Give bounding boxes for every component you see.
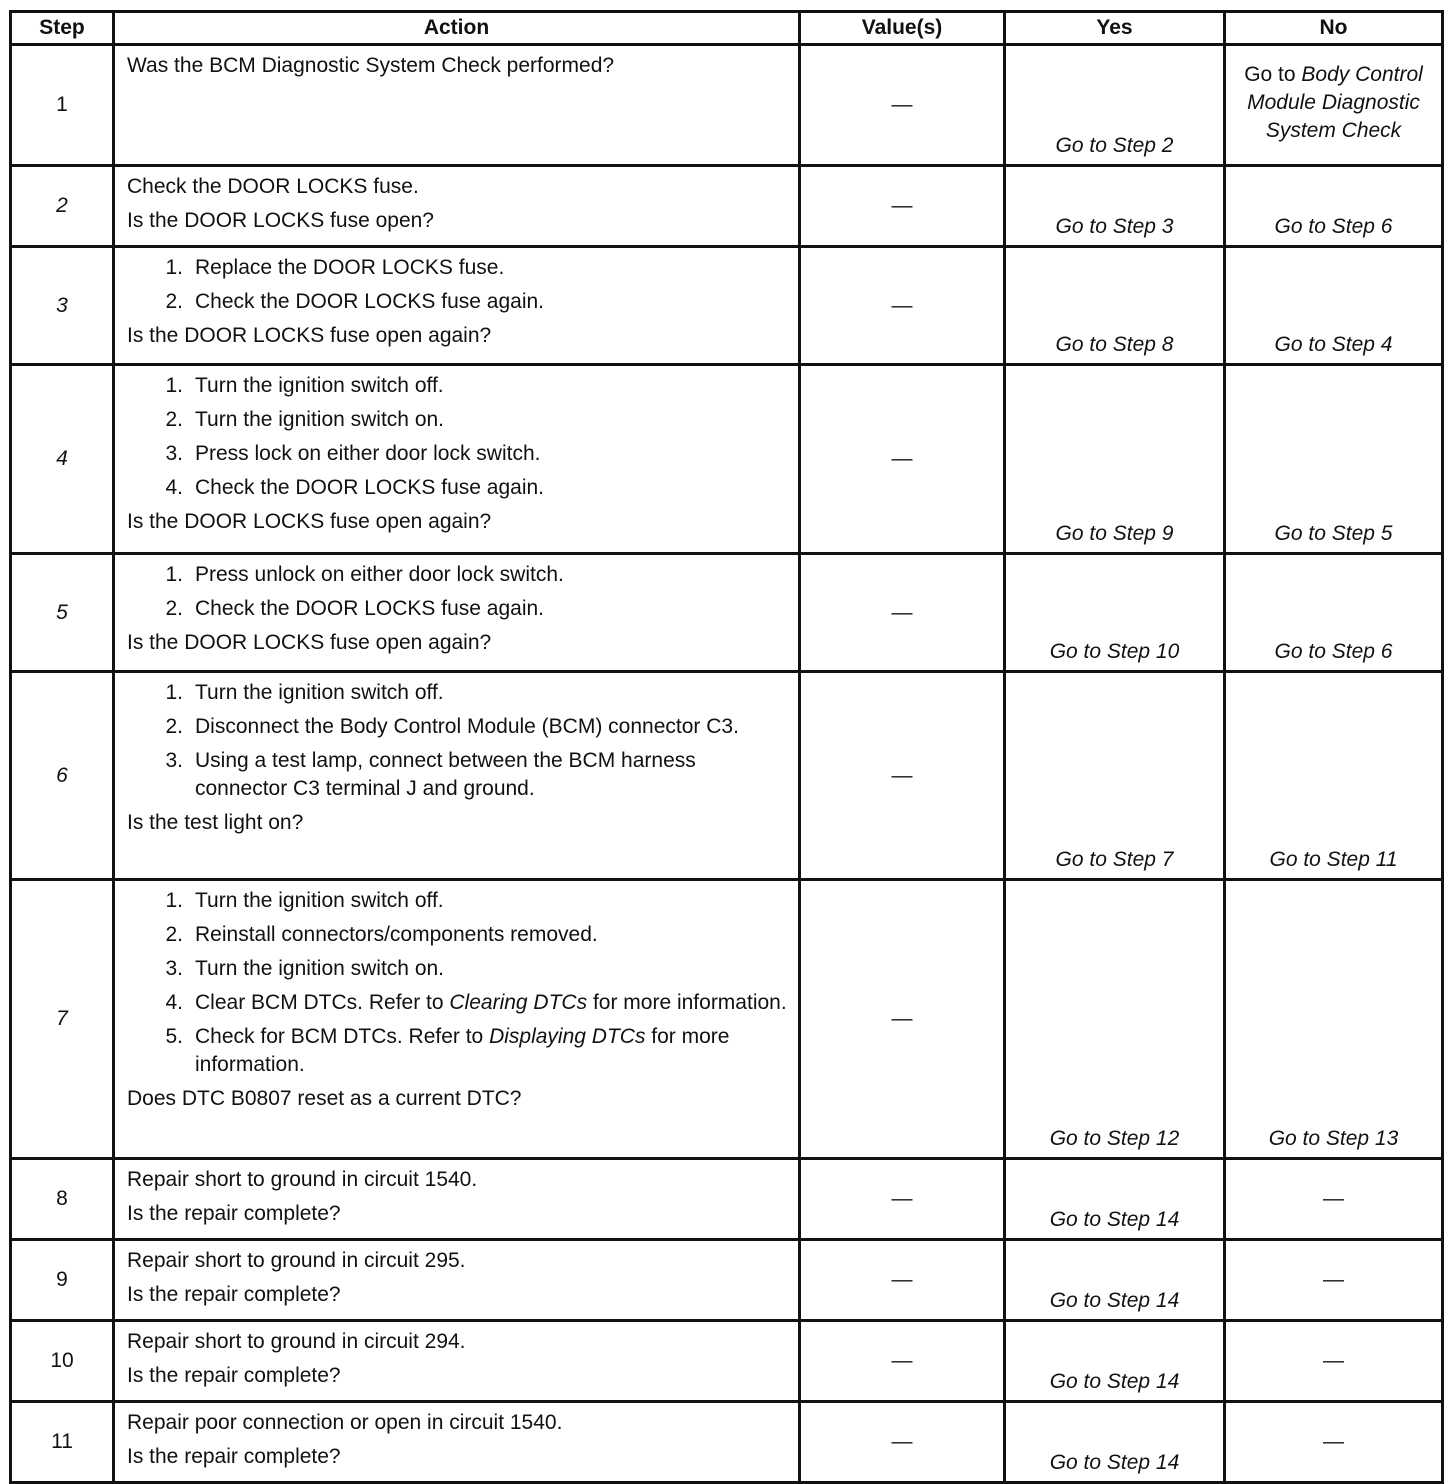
table-row — [11, 247, 1443, 365]
yes-link[interactable]: Go to Step 14 — [1005, 1240, 1225, 1321]
question-text: Is the repair complete? — [127, 1445, 341, 1468]
list-item: 5. Check for BCM DTCs. Refer to Displaying DTCs for more information. — [165, 1025, 730, 1076]
action-cell — [114, 45, 800, 166]
displaying-dtcs-reference: Displaying DTCs — [489, 1025, 646, 1048]
value-cell — [800, 880, 1005, 1159]
header-step: Step — [11, 12, 114, 45]
value-cell — [800, 1402, 1005, 1483]
question-text: Is the DOOR LOCKS fuse open again? — [127, 631, 492, 654]
question-text: Is the DOOR LOCKS fuse open? — [127, 209, 434, 232]
list-item: 2. Check the DOOR LOCKS fuse again. — [165, 290, 544, 313]
action-line: Check the DOOR LOCKS fuse. — [127, 175, 419, 198]
header-row — [11, 12, 1443, 45]
table-row — [11, 1159, 1443, 1240]
table-row — [11, 672, 1443, 880]
list-item: 1. Replace the DOOR LOCKS fuse. — [165, 256, 505, 279]
action-list — [127, 372, 788, 502]
table-row — [11, 166, 1443, 247]
action-list — [127, 254, 788, 316]
step-number: 2 — [11, 166, 114, 247]
yes-link[interactable]: Go to Step 14 — [1005, 1321, 1225, 1402]
yes-link[interactable]: Go to Step 2 — [1005, 45, 1225, 166]
dash: — — [891, 600, 913, 624]
dash: — — [1323, 1187, 1344, 1210]
value-cell — [800, 1321, 1005, 1402]
list-item: 1. Turn the ignition switch off. — [165, 889, 444, 912]
action-cell — [114, 247, 800, 365]
step-number: 9 — [11, 1240, 114, 1321]
no-link[interactable]: Go to Step 4 — [1225, 247, 1443, 365]
question-text: Is the test light on? — [127, 811, 304, 834]
list-item: 2. Disconnect the Body Control Module (BCM) connector C3. — [165, 715, 739, 738]
dash: — — [891, 1430, 913, 1453]
header-action: Action — [114, 12, 800, 45]
header-yes: Yes — [1005, 12, 1225, 45]
no-prefix: Go to — [1244, 63, 1296, 86]
value-cell — [800, 672, 1005, 880]
step-number: 1 — [11, 45, 114, 166]
action-list — [127, 679, 788, 803]
list-item: 1. Turn the ignition switch off. — [165, 374, 444, 397]
yes-link[interactable]: Go to Step 14 — [1005, 1159, 1225, 1240]
action-cell — [114, 166, 800, 247]
question-text: Is the repair complete? — [127, 1364, 341, 1387]
action-line: Repair short to ground in circuit 1540. — [127, 1168, 478, 1191]
dash: — — [891, 1349, 913, 1372]
step-number: 4 — [11, 365, 114, 554]
value-cell — [800, 166, 1005, 247]
action-cell — [114, 1240, 800, 1321]
no-link[interactable]: Go to Step 11 — [1225, 672, 1443, 880]
list-item: 2. Check the DOOR LOCKS fuse again. — [165, 597, 544, 620]
no-link[interactable] — [1225, 45, 1443, 166]
question-text: Is the DOOR LOCKS fuse open again? — [127, 324, 492, 347]
no-link[interactable]: Go to Step 5 — [1225, 365, 1443, 554]
dash: — — [1323, 1349, 1344, 1372]
question-text: Does DTC B0807 reset as a current DTC? — [127, 1087, 522, 1110]
no-reference: Body Control Module Diagnostic System Check — [1247, 63, 1423, 142]
diagnostic-table — [9, 10, 1444, 1484]
no-cell — [1225, 1159, 1443, 1240]
action-line: Repair poor connection or open in circuit 1540. — [127, 1411, 563, 1434]
yes-link[interactable]: Go to Step 14 — [1005, 1402, 1225, 1483]
no-link[interactable]: Go to Step 6 — [1225, 166, 1443, 247]
clearing-dtcs-reference: Clearing DTCs — [449, 991, 588, 1014]
table-row — [11, 45, 1443, 166]
action-cell — [114, 1159, 800, 1240]
action-list — [127, 561, 788, 623]
list-item: 3. Using a test lamp, connect between the BCM harness connector C3 terminal J and ground. — [165, 749, 696, 800]
dash: — — [891, 1187, 913, 1210]
action-line: Repair short to ground in circuit 295. — [127, 1249, 466, 1272]
yes-link[interactable]: Go to Step 12 — [1005, 880, 1225, 1159]
yes-link[interactable]: Go to Step 7 — [1005, 672, 1225, 880]
no-link[interactable]: Go to Step 6 — [1225, 554, 1443, 672]
list-item: 4. Clear BCM DTCs. Refer to Clearing DTCs for more information. — [165, 991, 787, 1014]
dash: — — [891, 1268, 913, 1291]
dash: — — [891, 93, 913, 116]
list-item: 3. Press lock on either door lock switch. — [165, 442, 541, 465]
list-item: 2. Turn the ignition switch on. — [165, 408, 445, 431]
yes-link[interactable]: Go to Step 8 — [1005, 247, 1225, 365]
table-row — [11, 365, 1443, 554]
yes-link[interactable]: Go to Step 9 — [1005, 365, 1225, 554]
table-row — [11, 1240, 1443, 1321]
dash: — — [891, 293, 913, 317]
value-cell — [800, 1159, 1005, 1240]
action-cell — [114, 554, 800, 672]
step-number: 6 — [11, 672, 114, 880]
yes-link[interactable]: Go to Step 3 — [1005, 166, 1225, 247]
step-number: 8 — [11, 1159, 114, 1240]
table-row — [11, 1321, 1443, 1402]
no-cell — [1225, 1240, 1443, 1321]
action-cell — [114, 880, 800, 1159]
table-row — [11, 1402, 1443, 1483]
list-item: 4. Check the DOOR LOCKS fuse again. — [165, 476, 544, 499]
dash: — — [891, 194, 913, 217]
action-list — [127, 887, 788, 1079]
value-cell — [800, 365, 1005, 554]
action-cell — [114, 1321, 800, 1402]
list-item: 3. Turn the ignition switch on. — [165, 957, 445, 980]
list-item: 1. Turn the ignition switch off. — [165, 681, 444, 704]
dash: — — [891, 447, 913, 470]
action-line: Repair short to ground in circuit 294. — [127, 1330, 466, 1353]
header-value: Value(s) — [800, 12, 1005, 45]
dash: — — [891, 763, 913, 787]
step-number: 3 — [11, 247, 114, 365]
dash: — — [1323, 1268, 1344, 1291]
value-cell — [800, 1240, 1005, 1321]
table-row — [11, 880, 1443, 1159]
action-cell — [114, 365, 800, 554]
step-number: 7 — [11, 880, 114, 1159]
list-item: 1. Press unlock on either door lock switch. — [165, 563, 564, 586]
dash: — — [891, 1007, 913, 1030]
value-cell — [800, 554, 1005, 672]
action-cell — [114, 1402, 800, 1483]
question-text: Is the repair complete? — [127, 1202, 341, 1225]
header-no: No — [1225, 12, 1443, 45]
no-cell — [1225, 1402, 1443, 1483]
list-item: 2. Reinstall connectors/components removed. — [165, 923, 598, 946]
action-cell — [114, 672, 800, 880]
yes-link[interactable]: Go to Step 10 — [1005, 554, 1225, 672]
step-number: 11 — [11, 1402, 114, 1483]
dash: — — [1323, 1430, 1344, 1453]
question-text: Is the repair complete? — [127, 1283, 341, 1306]
step-number: 10 — [11, 1321, 114, 1402]
no-cell — [1225, 1321, 1443, 1402]
value-cell — [800, 247, 1005, 365]
question-text: Was the BCM Diagnostic System Check performed? — [127, 54, 615, 77]
question-text: Is the DOOR LOCKS fuse open again? — [127, 510, 492, 533]
value-cell — [800, 45, 1005, 166]
no-link[interactable]: Go to Step 13 — [1225, 880, 1443, 1159]
table-row — [11, 554, 1443, 672]
step-number: 5 — [11, 554, 114, 672]
